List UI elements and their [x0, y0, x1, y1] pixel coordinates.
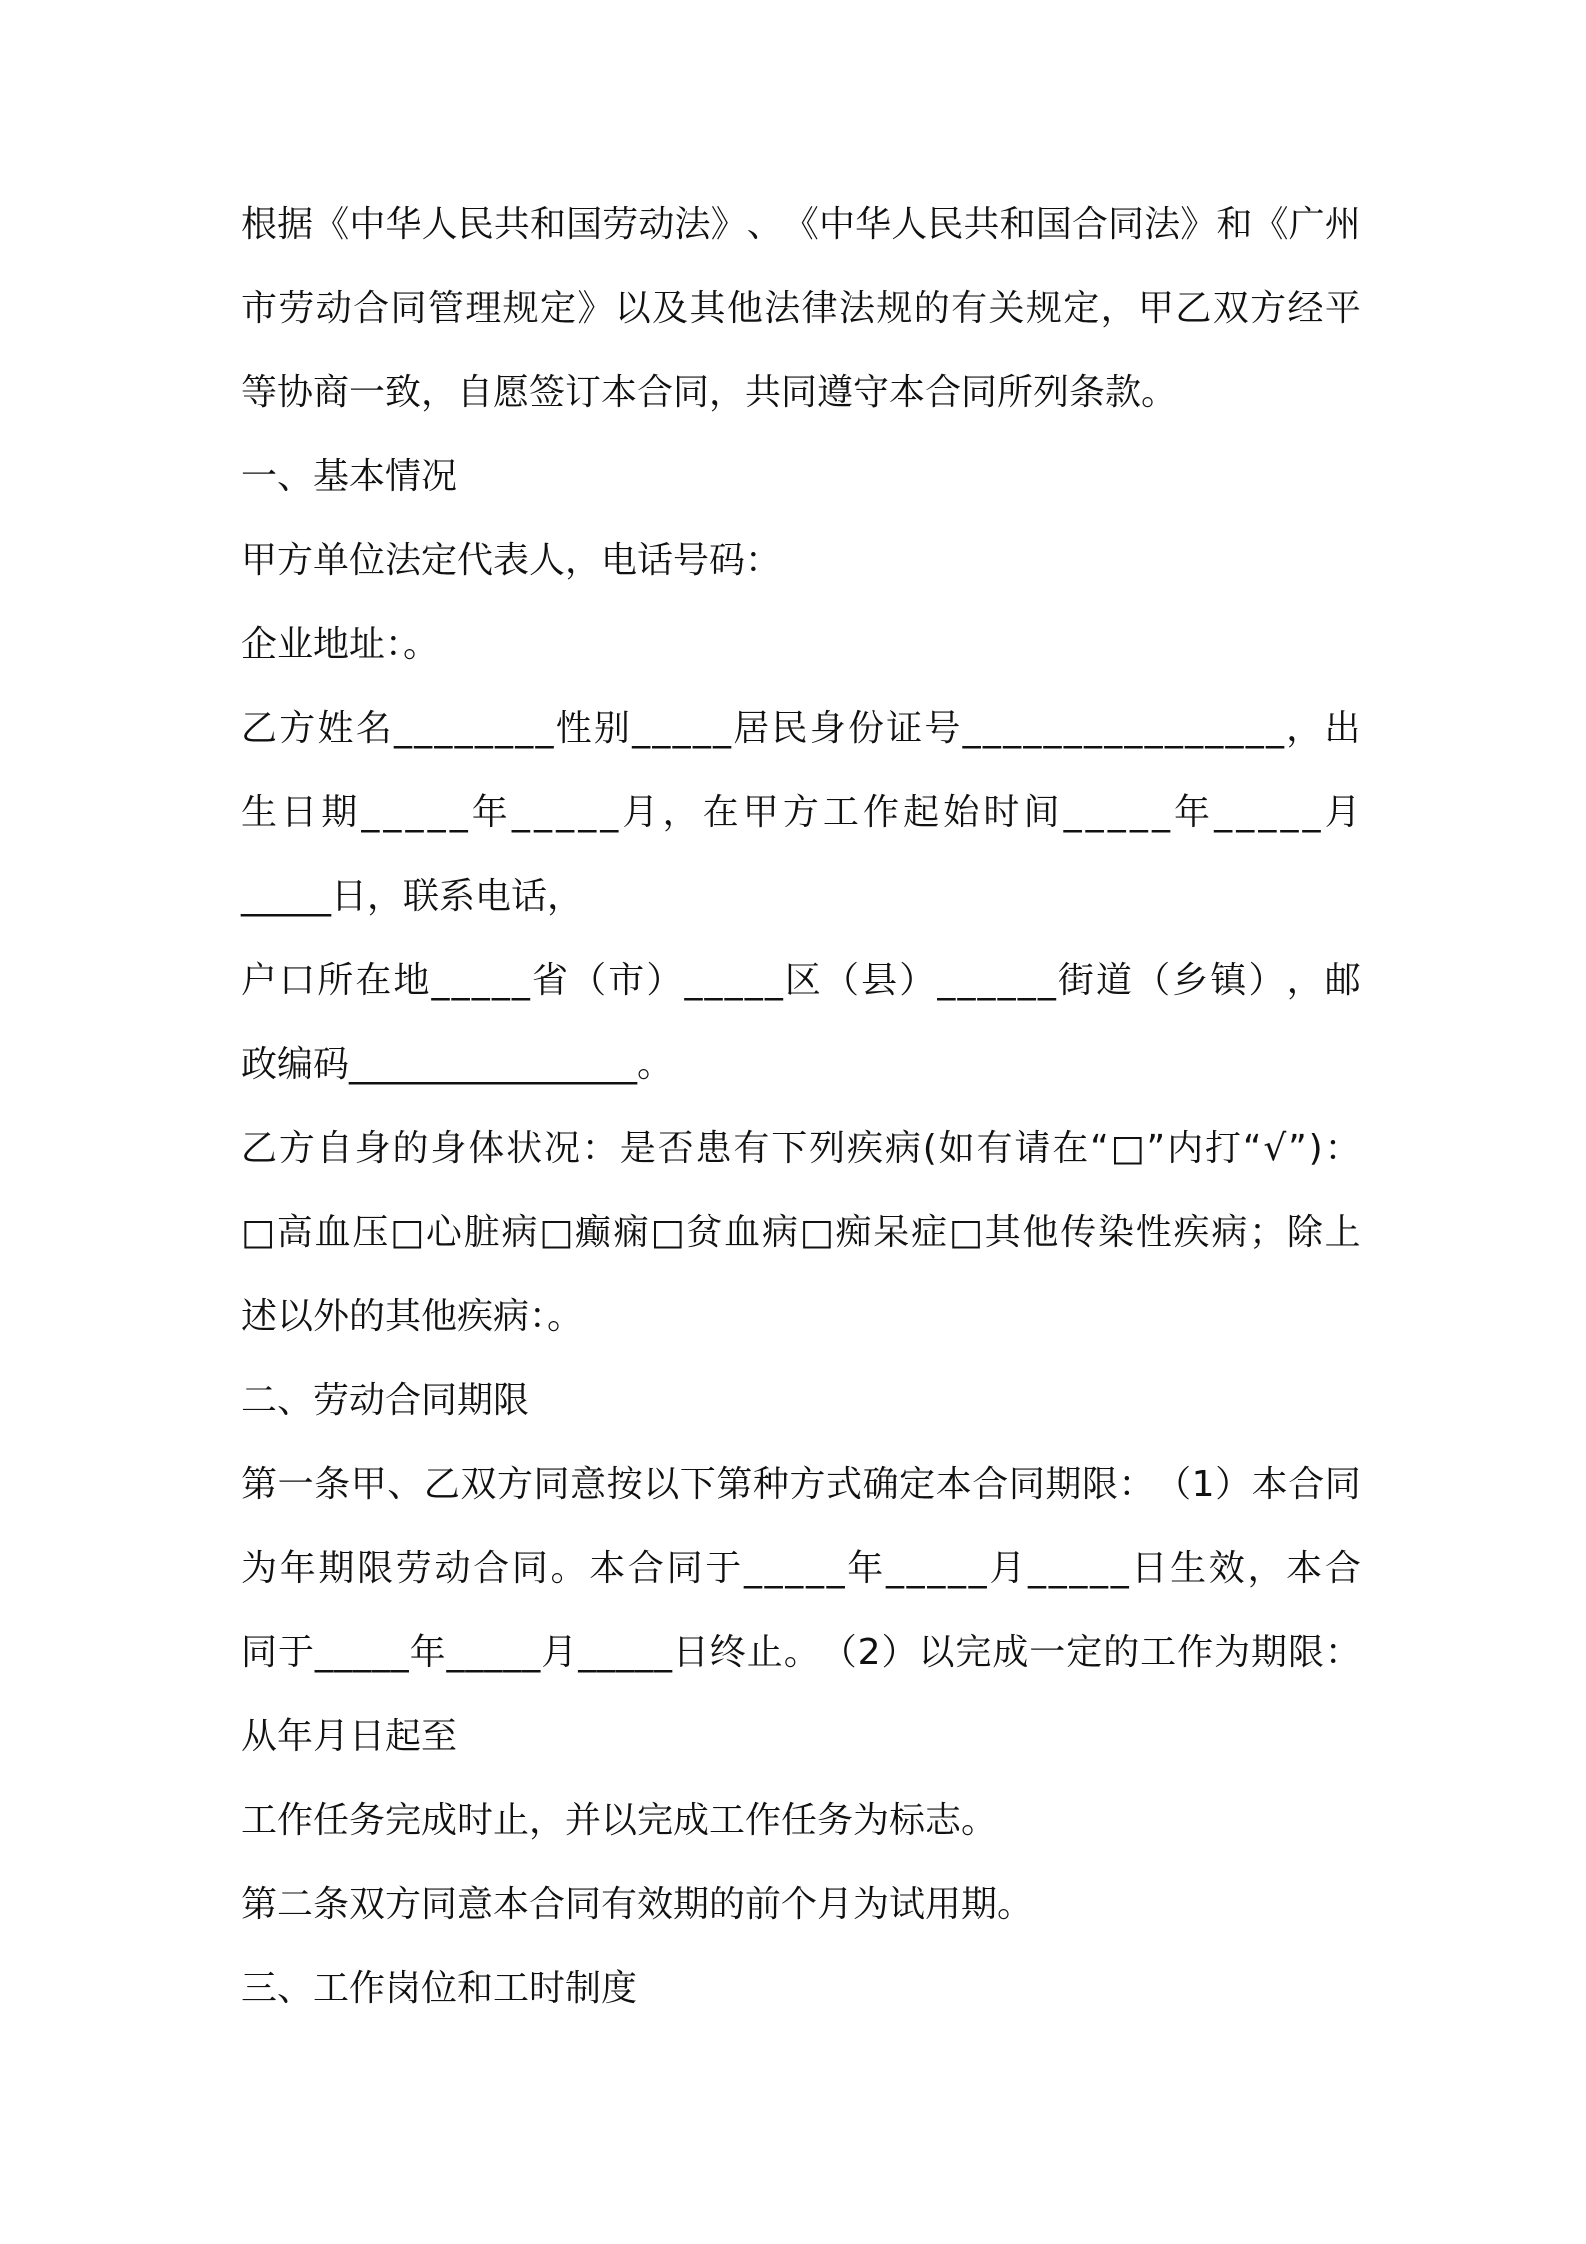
paragraph-line: 同 于 _ _ _ _ _ 年 _ _ _ _ _ 月 _ _ _ _ _ 日 终 止 。 （ 2 ） 以 完 成 一 定 的 工 作 为 期 限 ：: [241, 1632, 1361, 1673]
paragraph-line: 等协商一致，自愿签订本合同，共同遵守本合同所列条款。: [241, 372, 1178, 413]
paragraph-line: 市 劳 动 合 同 管 理 规 定 》 以 及 其 他 法 律 法 规 的 有 关 规 定 ， 甲 乙 双 方 经 平: [241, 288, 1361, 329]
paragraph-line: 从年月日起至: [241, 1716, 458, 1757]
paragraph-line: 甲方单位法定代表人，电话号码：: [241, 540, 782, 581]
section-heading: 一、基本情况: [241, 456, 458, 497]
paragraph-line: 政编码________________。: [241, 1044, 674, 1085]
paragraph-line: 根 据 《 中 华 人 民 共 和 国 劳 动 法 》 、 《 中 华 人 民 共 和 国 合 同 法 》 和 《 广 州: [241, 204, 1361, 245]
paragraph-line: 第二条双方同意本合同有效期的前个月为试用期。: [241, 1884, 1034, 1925]
paragraph-line: 户 口 所 在 地 _ _ _ _ _ 省 （ 市 ） _ _ _ _ _ 区 （ 县 ） _ _ _ _ _ _ 街 道 （ 乡 镇 ） ， 邮: [241, 960, 1361, 1001]
section-heading: 二、劳动合同期限: [241, 1380, 530, 1421]
paragraph-line: 第 一 条 甲 、 乙 双 方 同 意 按 以 下 第 种 方 式 确 定 本 合 同 期 限 ： （ 1 ） 本 合 同: [241, 1464, 1361, 1505]
paragraph-line: _____日，联系电话，: [241, 876, 584, 917]
paragraph-line: 生 日 期 _ _ _ _ _ 年 _ _ _ _ _ 月 ， 在 甲 方 工 作 起 始 时 间 _ _ _ _ _ 年 _ _ _ _ _ 月: [241, 792, 1361, 833]
paragraph-line: □ 高 血 压 □ 心 脏 病 □ 癫 痫 □ 贫 血 病 □ 痴 呆 症 □ 其 他 传 染 性 疾 病 ； 除 上: [241, 1212, 1361, 1253]
paragraph-line: 乙 方 自 身 的 身 体 状 况 ： 是 否 患 有 下 列 疾 病 ( 如 有 请 在 “ □ ” 内 打 “ √ ” ) ：: [241, 1128, 1361, 1169]
paragraph-line: 述以外的其他疾病：。: [241, 1296, 584, 1337]
paragraph-line: 企业地址：。: [241, 624, 440, 665]
paragraph-line: 工作任务完成时止，并以完成工作任务为标志。: [241, 1800, 998, 1841]
paragraph-line: 乙 方 姓 名 _ _ _ _ _ _ _ _ 性 别 _ _ _ _ _ 居 民 身 份 证 号 _ _ _ _ _ _ _ _ _ _ _ _ _ _ _ _ ， 出: [241, 708, 1361, 749]
section-heading: 三、工作岗位和工时制度: [241, 1968, 638, 2009]
paragraph-line: 为 年 期 限 劳 动 合 同 。 本 合 同 于 _ _ _ _ _ 年 _ _ _ _ _ 月 _ _ _ _ _ 日 生 效 ， 本 合: [241, 1548, 1361, 1589]
